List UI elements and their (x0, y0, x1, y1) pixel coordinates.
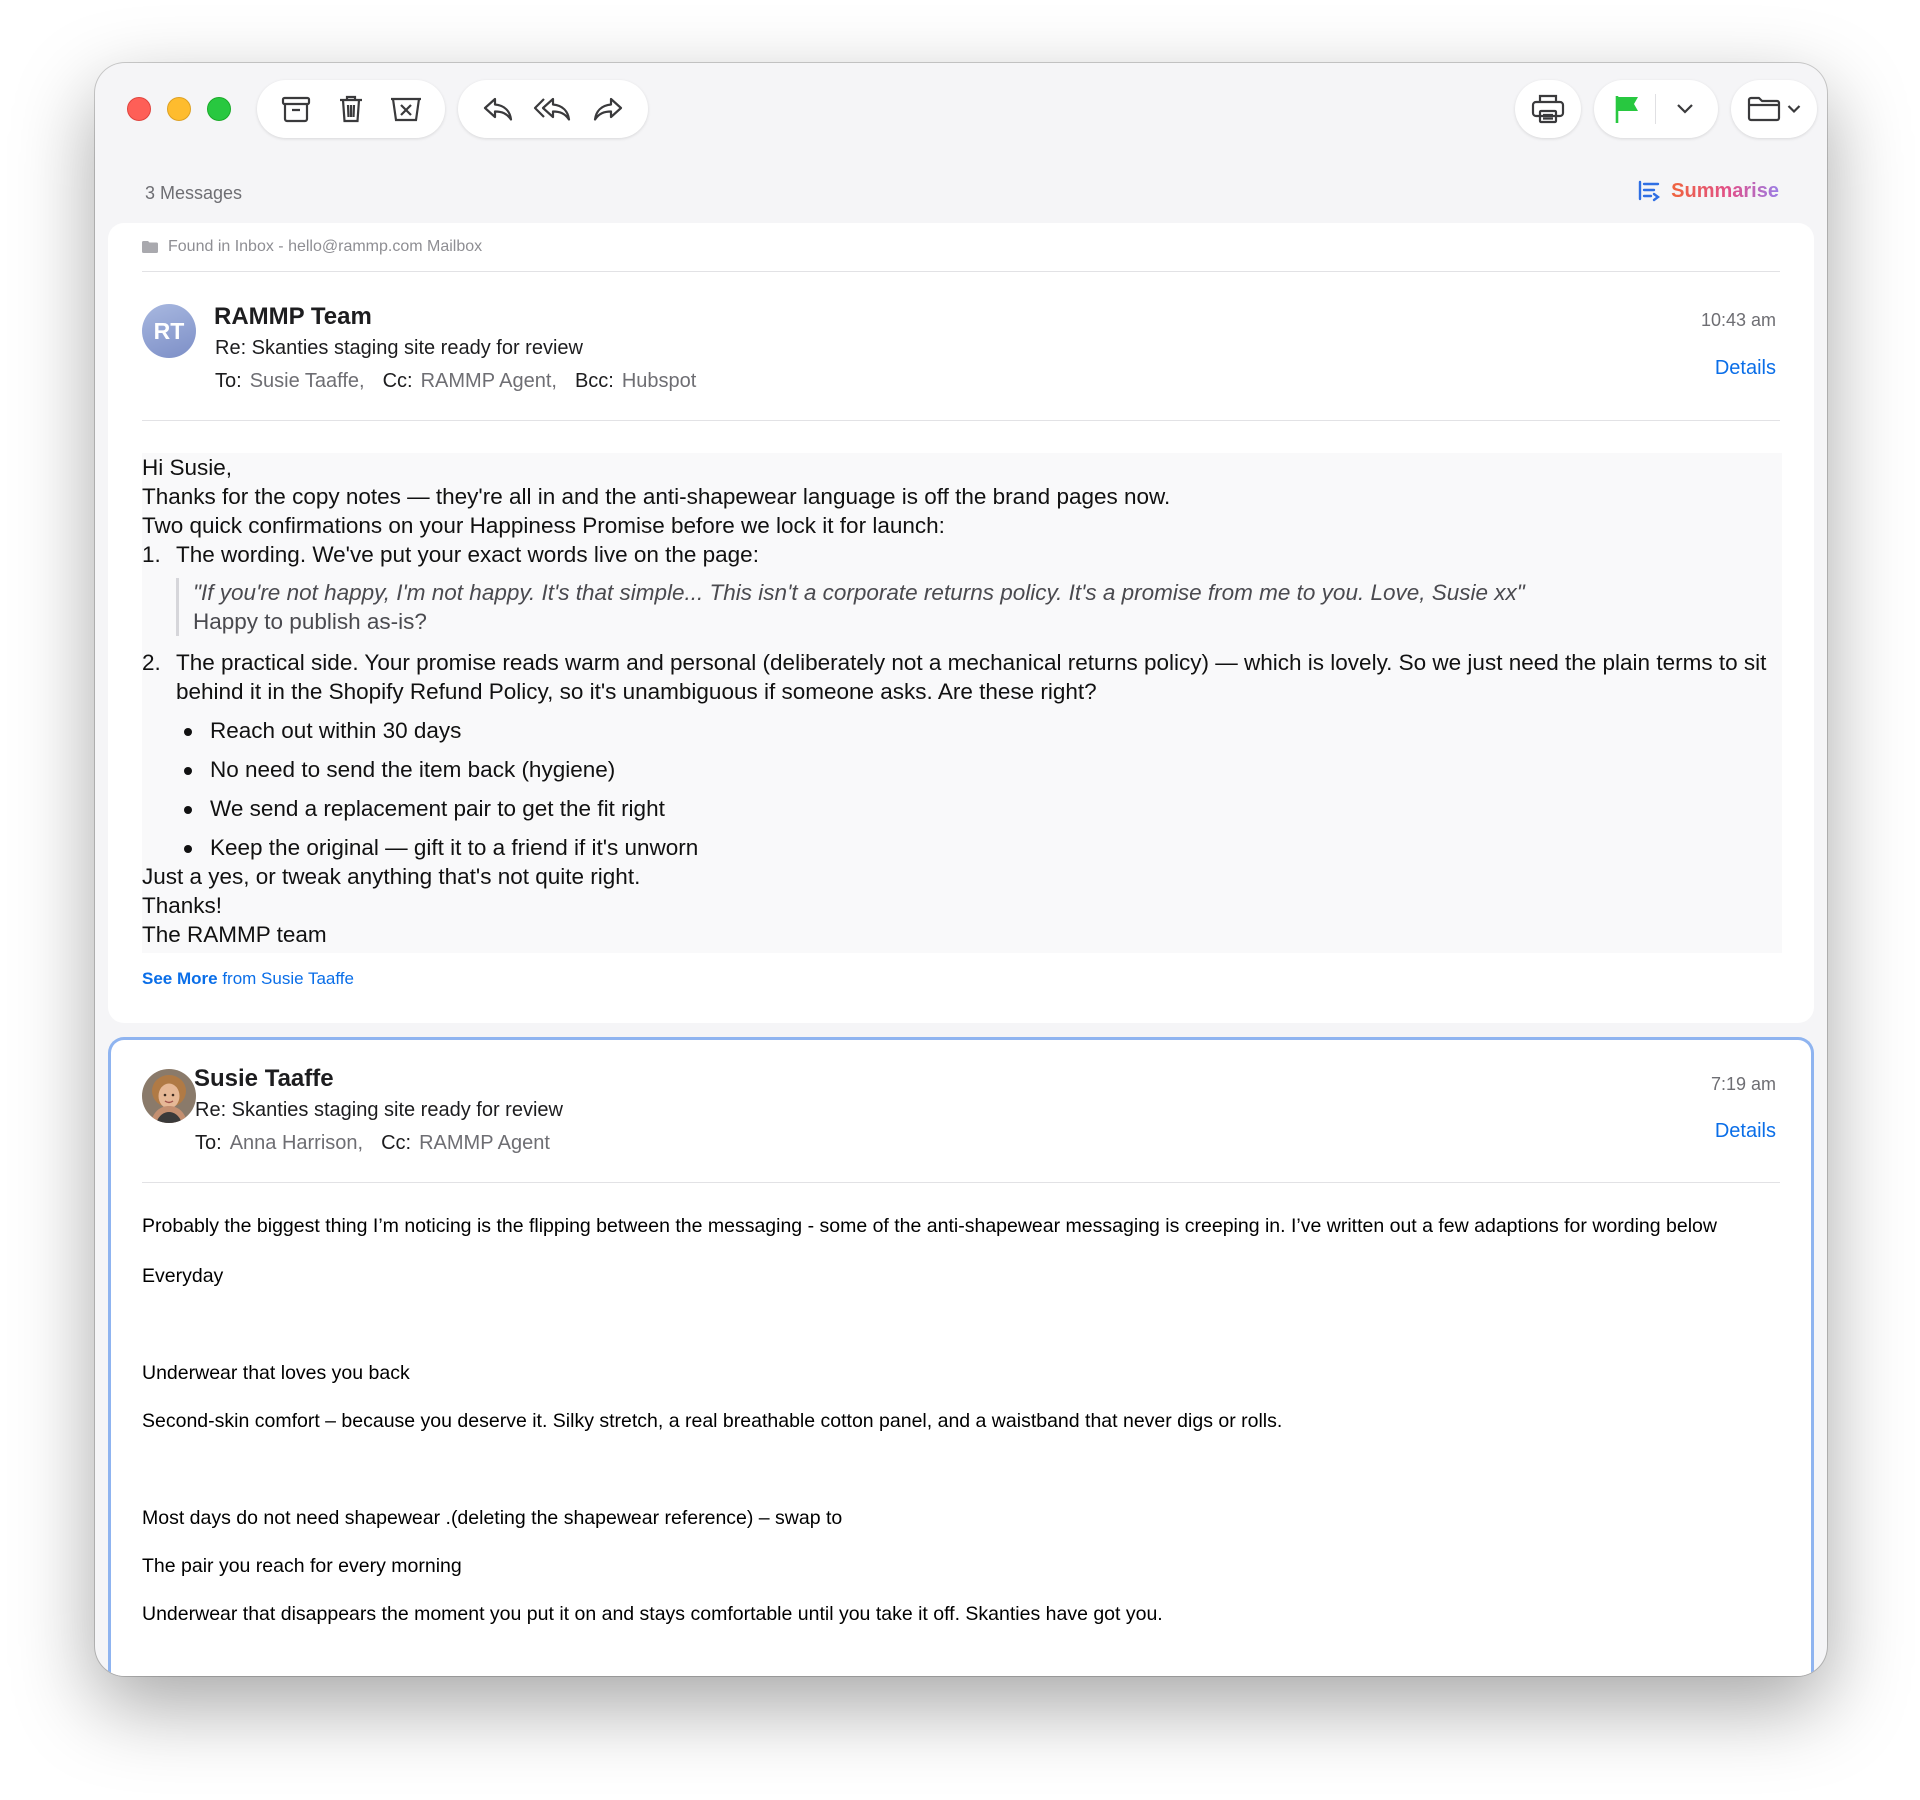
message-subject: Re: Skanties staging site ready for review (215, 337, 583, 359)
summarise-label: Summarise (1671, 179, 1779, 202)
cc-recipient[interactable]: RAMMP Agent, (420, 370, 557, 392)
message-card-susie[interactable] (108, 1037, 1814, 1676)
sender-name[interactable]: RAMMP Team (214, 303, 372, 330)
close-window-button[interactable] (127, 97, 151, 121)
quote-followup: Happy to publish as-is? (193, 609, 427, 634)
sender-name[interactable]: Susie Taaffe (194, 1065, 334, 1092)
body-paragraph: Most days do not need shapewear .(deleting the shapewear reference) – swap to (142, 1507, 843, 1529)
body-line: Thanks! (142, 893, 223, 918)
message-count: 3 Messages (145, 183, 243, 203)
window-controls (127, 97, 231, 121)
details-link[interactable]: Details (1714, 1120, 1776, 1142)
reply-button[interactable] (472, 85, 524, 133)
numbered-item (142, 540, 1782, 569)
message-card-rammp[interactable] (108, 223, 1814, 1023)
mail-window (95, 63, 1827, 1676)
see-more-bold: See More (142, 969, 218, 988)
print-group (1515, 80, 1581, 138)
flag-icon (1613, 94, 1641, 124)
move-group (1731, 80, 1817, 138)
message-time: 10:43 am (1700, 310, 1776, 330)
chevron-down-icon (1787, 104, 1801, 114)
recipients (195, 1132, 568, 1155)
numbered-item (142, 648, 1782, 706)
folder-icon (1747, 95, 1781, 123)
minimize-window-button[interactable] (167, 97, 191, 121)
junk-icon (389, 95, 423, 123)
to-label: To: (215, 370, 242, 392)
to-recipient[interactable]: Anna Harrison, (229, 1132, 364, 1154)
blockquote (176, 578, 1782, 636)
quote-text: "If you're not happy, I'm not happy. It's that simple... This isn't a corporate returns policy. It's a promise from me to you. Love, Susie xx" (193, 580, 1525, 605)
body-paragraph: Second-skin comfort – because you deserve it. Silky stretch, a real breathable cotton panel, and a waistband that never digs or rolls. (142, 1410, 1283, 1432)
item-text: The wording. We've put your exact words live on the page: (176, 542, 759, 567)
item-number: 1. (142, 542, 161, 567)
flag-divider (1655, 94, 1656, 124)
recipients (215, 370, 714, 393)
item-number: 2. (142, 650, 161, 675)
cc-label: Cc: (382, 370, 413, 392)
trash-icon (338, 94, 364, 124)
print-button[interactable] (1522, 85, 1574, 133)
summarise-button[interactable] (1637, 179, 1779, 203)
divider (142, 1182, 1780, 1183)
zoom-window-button[interactable] (207, 97, 231, 121)
list-item: Keep the original — gift it to a friend if it's unworn (210, 833, 1782, 862)
details-link[interactable]: Details (1714, 357, 1776, 379)
to-label: To: (195, 1132, 222, 1154)
body-line: Two quick confirmations on your Happiness Promise before we lock it for launch: (142, 513, 945, 538)
person-photo-icon (142, 1069, 196, 1123)
list-item: No need to send the item back (hygiene) (210, 755, 1782, 784)
found-in-label: Found in Inbox - hello@rammp.com Mailbox (168, 238, 483, 255)
bcc-recipient[interactable]: Hubspot (621, 370, 697, 392)
archive-button[interactable] (270, 85, 322, 133)
body-paragraph: The pair you reach for every morning (142, 1555, 462, 1577)
to-recipient[interactable]: Susie Taaffe, (249, 370, 365, 392)
bullet-list (210, 716, 1782, 862)
see-more-rest: from Susie Taaffe (217, 969, 354, 988)
forward-icon (592, 95, 624, 123)
folder-icon (142, 241, 158, 253)
flag-group (1594, 80, 1718, 138)
cc-recipient[interactable]: RAMMP Agent (419, 1132, 550, 1154)
reply-all-button[interactable] (527, 85, 579, 133)
flag-button[interactable] (1601, 85, 1653, 133)
list-item: Reach out within 30 days (210, 716, 1782, 745)
greeting: Hi Susie, (142, 455, 233, 480)
message-subject: Re: Skanties staging site ready for review (195, 1099, 563, 1121)
reply-actions-group (458, 80, 648, 138)
message-time: 7:19 am (1710, 1074, 1776, 1094)
move-to-folder-button[interactable] (1737, 85, 1811, 133)
see-more-link[interactable] (142, 969, 354, 989)
cc-label: Cc: (381, 1132, 412, 1154)
avatar[interactable] (142, 1069, 196, 1123)
junk-button[interactable] (380, 85, 432, 133)
signoff: The RAMMP team (142, 922, 327, 947)
mailbox-actions-group (257, 80, 445, 138)
list-item: We send a replacement pair to get the fit right (210, 794, 1782, 823)
divider (142, 271, 1780, 272)
forward-button[interactable] (582, 85, 634, 133)
item-text: The practical side. Your promise reads warm and personal (deliberately not a mechanical returns policy) — which is lovely. So we just need the plain terms to sit behind it in the Shopify Refund Policy, so it's unambiguous if someone asks. Are these right? (176, 650, 1767, 704)
print-icon (1531, 93, 1565, 125)
archive-icon (281, 95, 311, 123)
summarise-icon (1637, 179, 1663, 203)
body-line: Thanks for the copy notes — they're all in and the anti-shapewear language is off the brand pages now. (142, 484, 1171, 509)
body-paragraph: Everyday (142, 1265, 224, 1287)
reply-all-icon (533, 95, 573, 123)
bcc-label: Bcc: (574, 370, 614, 392)
found-in-mailbox (142, 238, 482, 256)
trash-button[interactable] (325, 85, 377, 133)
body-paragraph: Underwear that loves you back (142, 1362, 410, 1384)
flag-menu-button[interactable] (1659, 85, 1711, 133)
divider (142, 420, 1780, 421)
body-line: Just a yes, or tweak anything that's not quite right. (142, 864, 641, 889)
body-paragraph: Probably the biggest thing I’m noticing is the flipping between the messaging - some of the anti-shapewear messaging is creeping in. I’ve written out a few adaptions for wording below (142, 1215, 1717, 1237)
message-body (142, 453, 1782, 953)
reply-icon (482, 95, 514, 123)
chevron-down-icon (1676, 103, 1694, 115)
body-paragraph: Underwear that disappears the moment you put it on and stays comfortable until you take it off. Skanties have got you. (142, 1603, 1163, 1625)
avatar[interactable]: RT (142, 304, 196, 358)
